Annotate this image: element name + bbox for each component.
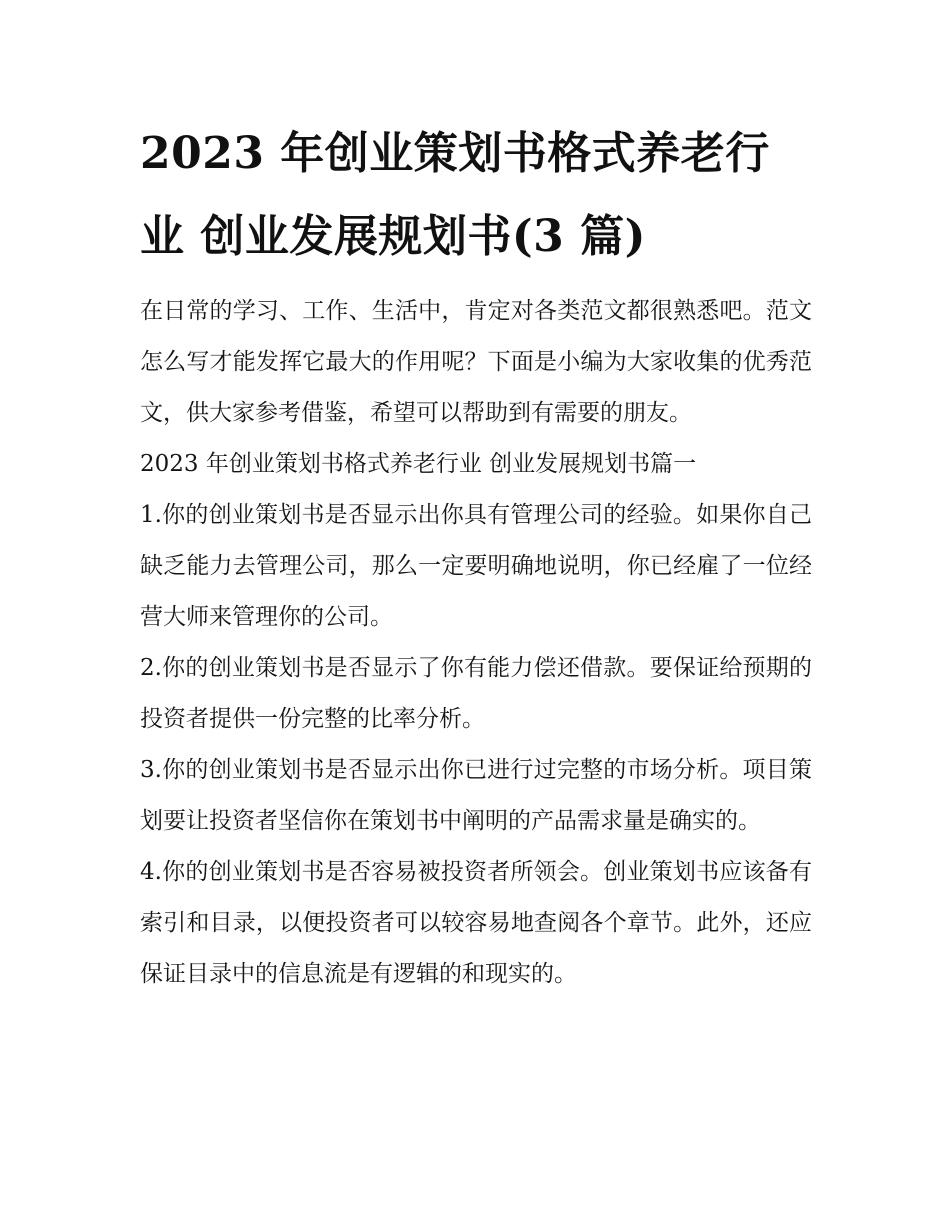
list-item: 3.你的创业策划书是否显示出你已进行过完整的市场分析。项目策划要让投资者坚信你在策划书中阐明的产品需求量是确实的。 [140,757,812,834]
list-item: 1.你的创业策划书是否显示出你具有管理公司的经验。如果你自己缺乏能力去管理公司，那么一定要明确地说明，你已经雇了一位经营大师来管理你的公司。 [140,502,812,630]
document-body [140,112,812,1000]
section-heading: 2023 年创业策划书格式养老行业 创业发展规划书篇一 [140,451,697,477]
list-item: 4.你的创业策划书是否容易被投资者所领会。创业策划书应该备有索引和目录，以便投资者可以较容易地查阅各个章节。此外，还应保证目录中的信息流是有逻辑的和现实的。 [140,859,812,987]
list-item: 2.你的创业策划书是否显示了你有能力偿还借款。要保证给预期的投资者提供一份完整的比率分析。 [140,655,812,732]
intro-paragraph: 在日常的学习、工作、生活中，肯定对各类范文都很熟悉吧。范文怎么写才能发挥它最大的作用呢？下面是小编为大家收集的优秀范文，供大家参考借鉴，希望可以帮助到有需要的朋友。 [140,298,812,426]
document-title: 2023 年创业策划书格式养老行业 创业发展规划书(3 篇) [140,128,770,262]
